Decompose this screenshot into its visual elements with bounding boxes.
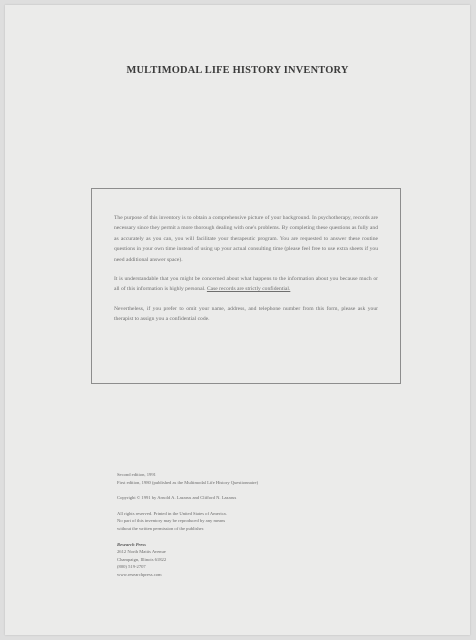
notice-paragraph-purpose: The purpose of this inventory is to obtain a comprehensive picture of your background. In psychotherapy, records are necessary since they permit a more thorough dealing with one's problems. By completing these questions as fully and as accurately as you can, you will facilitate your therapeutic program. You are requested to answer these routine questions in your own time instead of using up your actual consulting time (please feel free to use extra sheets if you need additional answer space). [114,215,378,263]
publisher-website: www.researchpress.com [117,571,162,577]
publisher-name: Research Press [117,541,146,547]
publication-info [117,471,377,579]
rights-line-1: All rights reserved. Printed in the United States of America. [117,510,227,516]
rights-line-3: without the written permission of the publisher. [117,525,205,531]
document-title: MULTIMODAL LIFE HISTORY INVENTORY [126,65,349,76]
edition-line: Second edition, 1991 [117,472,156,477]
document-page [5,5,470,635]
first-edition-line: First edition, 1980 (published as the Multimodal Life History Questionnaire) [117,479,259,485]
confidentiality-text: It is understandable that you might be concerned about what happens to the information about you because much or all of this information is highly personal. [114,276,378,293]
notice-paragraph-confidentiality [114,274,378,295]
purpose-notice-box [91,188,401,384]
rights-line-2: No part of this inventory may be reproduced by any means [117,518,226,524]
publisher-address-line-2: Champaign, Illinois 61822 [117,556,167,562]
confidentiality-emphasis: Case records are strictly confidential. [206,286,291,293]
publisher-phone: (800) 519-2707 [117,564,146,570]
notice-paragraph-confidential-code: Nevertheless, if you prefer to omit your name, address, and telephone number from this form, please ask your therapist to assign you a confidential code. [114,305,378,323]
publisher-address-line-1: 2612 North Mattis Avenue [117,549,166,555]
copyright-line: Copyright © 1991 by Arnold A. Lazarus and Clifford N. Lazarus [117,495,237,501]
